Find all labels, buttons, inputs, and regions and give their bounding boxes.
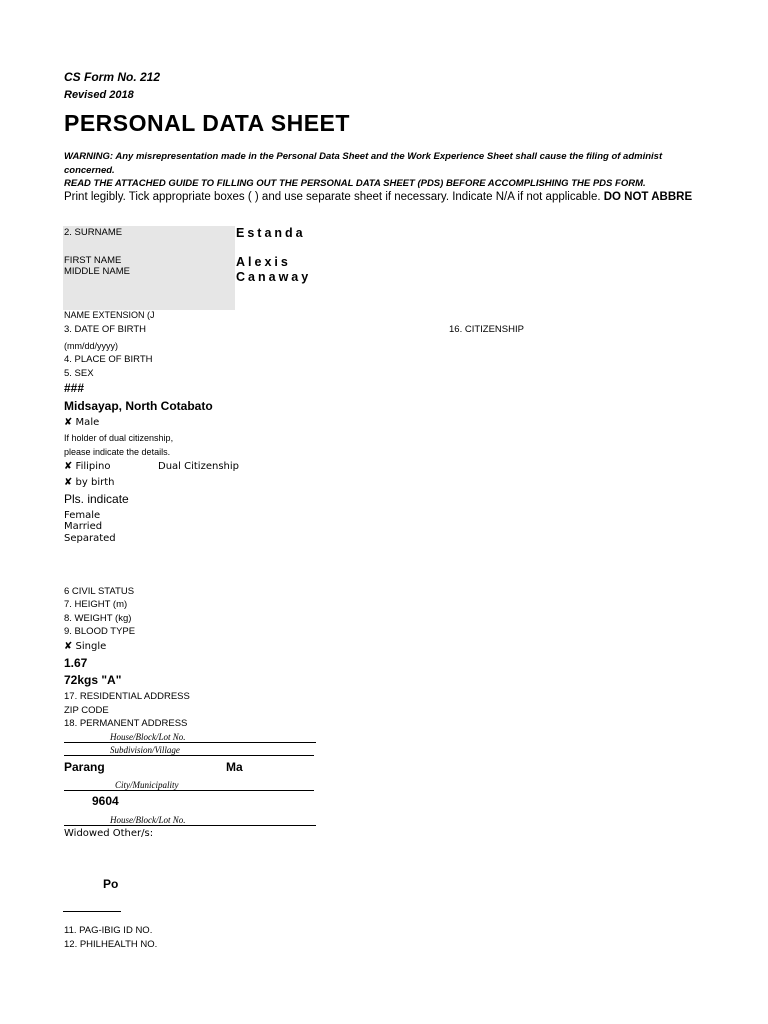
sex-label: 5. SEX	[64, 368, 94, 379]
zip-value[interactable]: 9604	[92, 794, 119, 808]
middle-name-value[interactable]: Canaway	[236, 270, 312, 284]
pagibig-label: 11. PAG-IBIG ID NO.	[64, 925, 153, 936]
print-instructions	[64, 191, 696, 203]
first-name-label: FIRST NAME	[64, 255, 122, 266]
subdivision-caption: Subdivision/Village	[110, 745, 180, 755]
house-block-caption: House/Block/Lot No.	[110, 732, 186, 742]
place-of-birth-label: 4. PLACE OF BIRTH	[64, 354, 153, 365]
civil-female-option[interactable]: Female	[64, 510, 101, 521]
short-divider	[63, 911, 121, 912]
height-value[interactable]: 1.67	[64, 656, 88, 670]
middle-name-label: MIDDLE NAME	[64, 266, 130, 277]
form-number: CS Form No. 212	[64, 70, 161, 84]
permanent-address-label: 18. PERMANENT ADDRESS	[64, 718, 188, 729]
civil-single-checkbox[interactable]: ✘ Single	[64, 641, 107, 652]
dual-note-line2: please indicate the details.	[64, 447, 171, 457]
zip-code-label: ZIP CODE	[64, 705, 109, 716]
residential-address-label: 17. RESIDENTIAL ADDRESS	[64, 691, 190, 702]
pls-indicate-field[interactable]: Pls. indicate	[64, 492, 129, 506]
place-of-birth-value[interactable]: Midsayap, North Cotabato	[64, 399, 213, 413]
sex-male-checkbox[interactable]: ✘ Male	[64, 417, 100, 428]
weight-blood-value[interactable]: 72kgs "A"	[64, 673, 122, 687]
house-block-caption-2: House/Block/Lot No.	[110, 815, 186, 825]
civil-married-option[interactable]: Married	[64, 521, 103, 532]
height-label: 7. HEIGHT (m)	[64, 599, 128, 610]
print-note-bold: DO NOT ABBRE	[603, 191, 693, 203]
civil-separated-option[interactable]: Separated	[64, 533, 116, 544]
warning-text: WARNING: Any misrepresentation made in the Personal Data Sheet and the Work Experience Sheet shall cause the filing of administ	[64, 151, 663, 162]
address-divider	[64, 790, 314, 791]
blood-type-label: 9. BLOOD TYPE	[64, 626, 136, 637]
address-divider	[64, 825, 316, 826]
citizenship-label: 16. CITIZENSHIP	[449, 324, 524, 335]
city-value[interactable]: Parang	[64, 760, 105, 774]
read-guide-note: READ THE ATTACHED GUIDE TO FILLING OUT THE PERSONAL DATA SHEET (PDS) BEFORE ACCOMPLISHING THE PDS FORM.	[64, 178, 646, 189]
dual-note-line1: If holder of dual citizenship,	[64, 433, 174, 443]
surname-value[interactable]: Estanda	[236, 226, 306, 240]
name-extension-label: NAME EXTENSION (J	[64, 310, 155, 320]
address-divider	[64, 742, 316, 743]
civil-widowed-others-option[interactable]: Widowed Other/s:	[64, 828, 154, 839]
citizenship-filipino-checkbox[interactable]: ✘ Filipino	[64, 461, 111, 472]
dual-citizenship-option[interactable]: Dual Citizenship	[158, 461, 239, 472]
first-name-value[interactable]: Alexis	[236, 255, 291, 269]
city-municipality-caption: City/Municipality	[115, 780, 179, 790]
revision-label: Revised 2018	[64, 89, 134, 101]
by-birth-checkbox[interactable]: ✘ by birth	[64, 477, 115, 488]
date-of-birth-value[interactable]: ###	[64, 381, 85, 395]
address-divider	[64, 755, 314, 756]
page-title: PERSONAL DATA SHEET	[64, 110, 350, 136]
date-of-birth-label: 3. DATE OF BIRTH	[64, 324, 146, 335]
po-value[interactable]: Po	[103, 877, 119, 891]
warning-continuation: concerned.	[64, 165, 115, 176]
dob-format-label: (mm/dd/yyyy)	[64, 341, 118, 351]
civil-status-label: 6 CIVIL STATUS	[64, 586, 135, 597]
ma-value[interactable]: Ma	[226, 760, 243, 774]
print-note: Print legibly. Tick appropriate boxes ( ) and use separate sheet if necessary. Indicate N/A if not applicable.	[64, 191, 601, 203]
surname-label: 2. SURNAME	[64, 227, 123, 238]
weight-label: 8. WEIGHT (kg)	[64, 613, 132, 624]
philhealth-label: 12. PHILHEALTH NO.	[64, 939, 158, 950]
